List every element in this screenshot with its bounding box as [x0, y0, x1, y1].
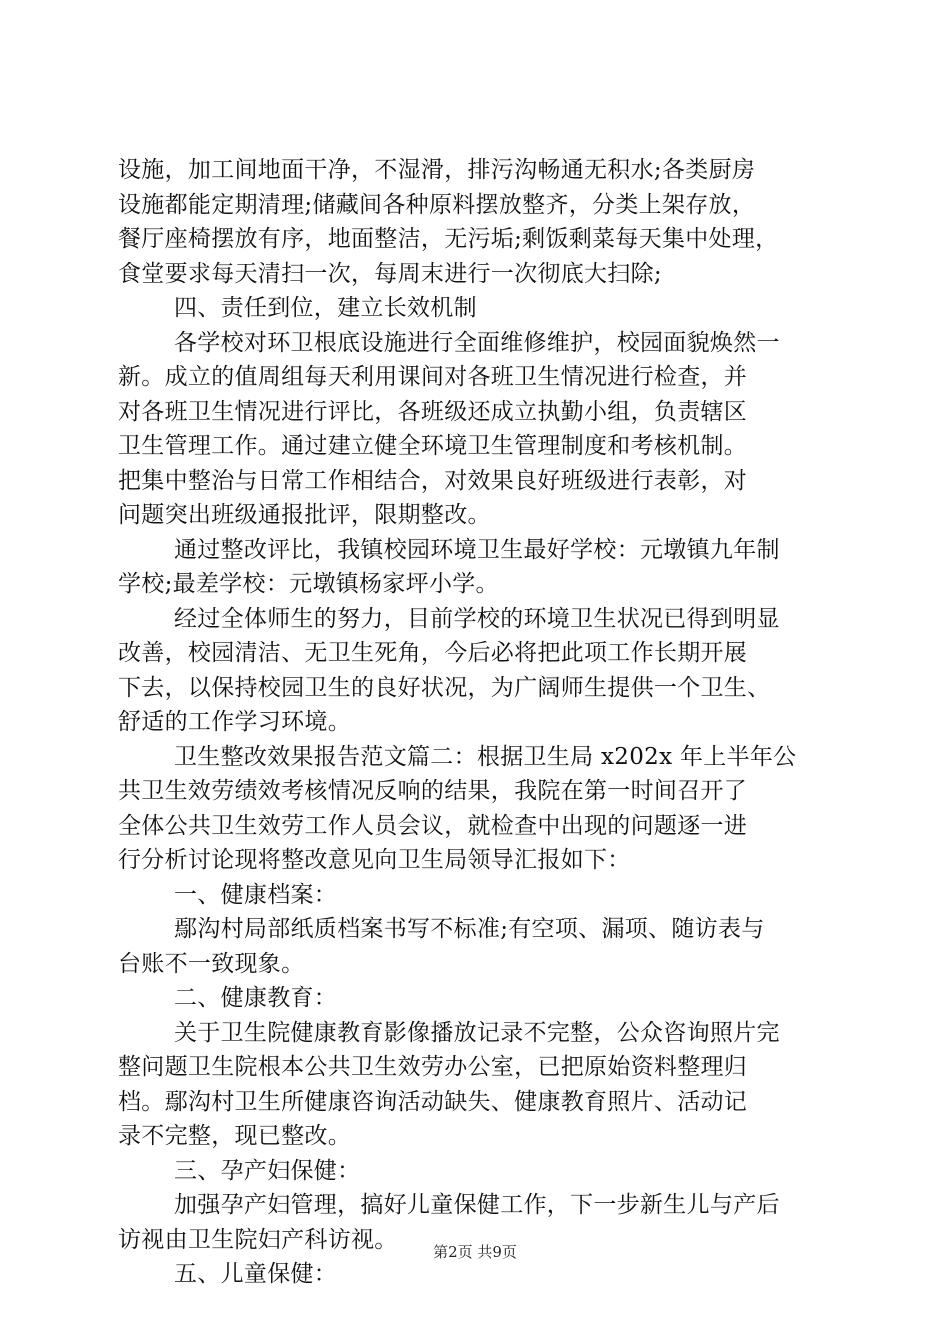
text-line: 录不完整，现已整改。: [118, 1123, 351, 1149]
text-line: 共卫生效劳绩效考核情况反响的结果，我院在第一时间召开了: [118, 778, 748, 804]
text-line: 通过整改评比，我镇校园环境卫生最好学校：元墩镇九年制: [174, 536, 780, 563]
text-line: 五、儿童保健：: [174, 1261, 338, 1287]
text-line: 二、健康教育：: [174, 985, 338, 1011]
text-line: 访视由卫生院妇产科访视。: [118, 1226, 398, 1253]
text-line: 舒适的工作学习环境。: [118, 709, 351, 735]
text-line: 一、健康档案：: [174, 881, 338, 908]
text-line: 行分析讨论现将整改意见向卫生局领导汇报如下：: [118, 847, 631, 873]
page-footer: 第2页 共9页: [433, 1243, 517, 1261]
text-line: 全体公共卫生效劳工作人员会议，就检查中出现的问题逐一进: [118, 812, 748, 839]
document-body: [118, 153, 838, 1292]
text-line: 设施，加工间地面干净，不湿滑，排污沟畅通无积水;各类厨房: [118, 157, 756, 183]
text-line: 设施都能定期清理;储藏间各种原料摆放整齐，分类上架存放，: [118, 191, 756, 218]
text-line: 档。鄢沟村卫生所健康咨询活动缺失、健康教育照片、活动记: [118, 1088, 748, 1115]
text-line: 问题突出班级通报批评，限期整改。: [118, 502, 491, 528]
text-line: 鄢沟村局部纸质档案书写不标准;有空项、漏项、随访表与: [174, 916, 765, 942]
text-line: 对各班卫生情况进行评比，各班级还成立执勤小组，负责辖区: [118, 398, 748, 425]
text-line: 加强孕产妇管理，搞好儿童保健工作，下一步新生儿与产后: [174, 1192, 780, 1218]
text-line: 三、孕产妇保健：: [174, 1157, 361, 1184]
text-line: 把集中整治与日常工作相结合，对效果良好班级进行表彰，对: [118, 467, 748, 494]
text-line: 关于卫生院健康教育影像播放记录不完整，公众咨询照片完: [174, 1019, 780, 1046]
text-line: 改善，校园清洁、无卫生死角，今后必将把此项工作长期开展: [118, 640, 748, 666]
text-line: 四、责任到位，建立长效机制: [174, 295, 477, 321]
text-line: 食堂要求每天清扫一次，每周末进行一次彻底大扫除;: [118, 260, 662, 287]
text-line: 台账不一致现象。: [118, 950, 305, 977]
text-line: 整问题卫生院根本公共卫生效劳办公室，已把原始资料整理归: [118, 1054, 748, 1080]
text-line: 经过全体师生的努力，目前学校的环境卫生状况已得到明显: [174, 605, 780, 632]
text-line: 餐厅座椅摆放有序，地面整洁，无污垢;剩饭剩菜每天集中处理，: [118, 226, 779, 252]
text-line: 卫生管理工作。通过建立健全环境卫生管理制度和考核机制。: [118, 433, 748, 459]
text-line: 学校;最差学校：元墩镇杨家坪小学。: [118, 571, 499, 597]
text-line: 新。成立的值周组每天利用课间对各班卫生情况进行检查，并: [118, 364, 748, 390]
text-line: 卫生整改效果报告范文篇二：根据卫生局 x202x 年上半年公: [174, 743, 797, 770]
text-line: 下去，以保持校园卫生的良好状况，为广阔师生提供一个卫生、: [118, 674, 771, 701]
text-line: 各学校对环卫根底设施进行全面维修维护，校园面貌焕然一: [174, 329, 780, 356]
